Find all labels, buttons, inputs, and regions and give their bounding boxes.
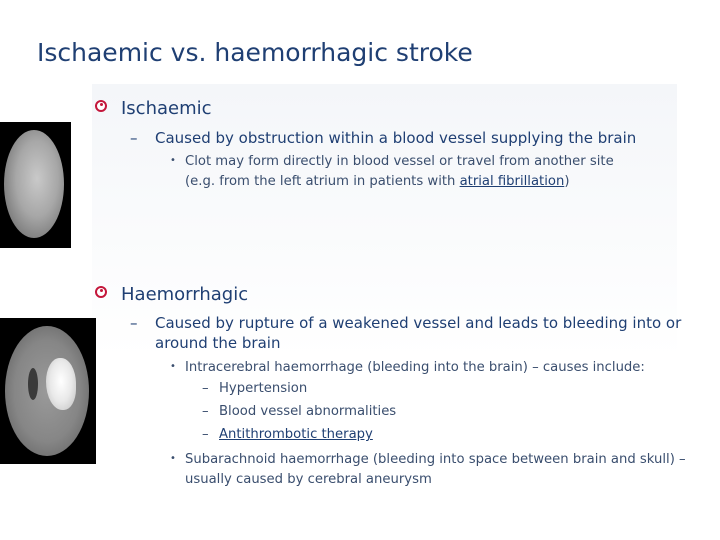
haemorrhage-region [46,358,76,410]
dot-marker: • [170,361,176,372]
bullet-icon [95,286,107,298]
brain-slice [4,130,64,238]
dash-marker: – [202,381,209,396]
antithrombotic-therapy-link[interactable]: Antithrombotic therapy [219,427,373,442]
clot-detail-prefix: (e.g. from the left atrium in patients with [185,174,460,189]
intracerebral-detail: Intracerebral haemorrhage (bleeding into the brain) – causes include: [185,360,645,375]
haemorrhagic-heading: Haemorrhagic [121,284,249,305]
ischaemic-cause: Caused by obstruction within a blood vessel supplying the brain [155,129,637,147]
subarachnoid-detail-line2: usually caused by cerebral aneurysm [185,472,432,487]
haemorrhagic-ct-scan-image [0,318,96,464]
haemorrhagic-cause-line2: around the brain [155,334,281,352]
bullet-icon [95,100,107,112]
cause-vessel-abnormalities: Blood vessel abnormalities [219,404,397,419]
ventricle-shape [28,368,38,400]
dot-marker: • [170,453,176,464]
subarachnoid-detail-line1: Subarachnoid haemorrhage (bleeding into space between brain and skull) – [185,452,686,467]
ischaemic-ct-scan-image [0,122,71,248]
dash-marker: – [202,404,209,419]
clot-detail-line2 [185,172,569,192]
clot-detail-line1: Clot may form directly in blood vessel or travel from another site [185,154,614,169]
dash-marker: – [130,314,138,332]
dash-marker: – [202,427,209,442]
haemorrhagic-cause-line1: Caused by rupture of a weakened vessel and leads to bleeding into or [155,314,682,332]
slide-title: Ischaemic vs. haemorrhagic stroke [37,38,473,67]
ischaemic-heading: Ischaemic [121,98,212,119]
clot-detail-suffix: ) [564,174,570,189]
dot-marker: • [170,155,176,166]
cause-hypertension: Hypertension [219,381,308,396]
dash-marker: – [130,129,138,147]
atrial-fibrillation-link[interactable]: atrial fibrillation [459,174,565,189]
